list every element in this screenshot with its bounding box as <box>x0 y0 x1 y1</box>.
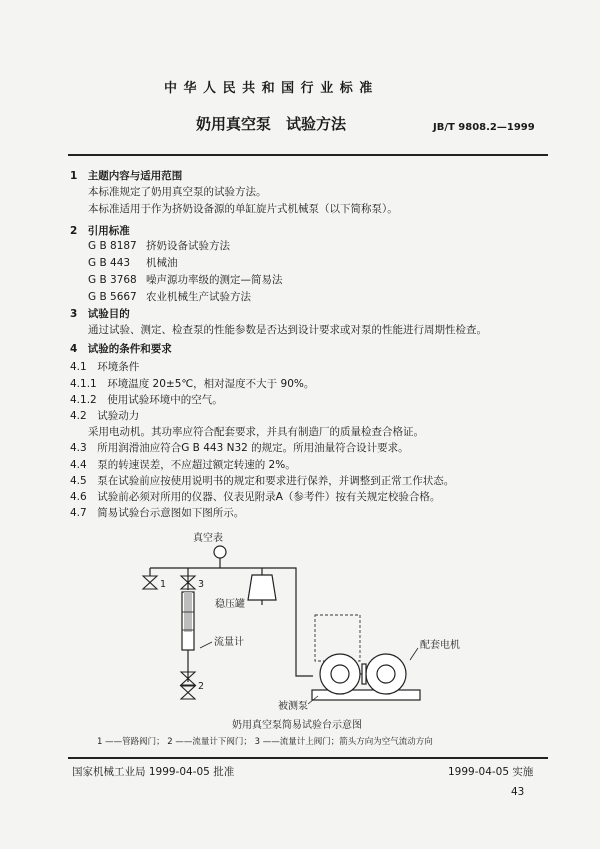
reference-code: G B 443 <box>88 257 131 269</box>
reference-code: G B 8187 <box>88 240 137 252</box>
section-4-heading: 4 试验的条件和要求 <box>70 343 172 355</box>
item-4-6: 4.6 试验前必须对所用的仪器、仪表见附录A（参考件）按有关规定校验合格。 <box>70 491 441 503</box>
section-1-paragraph-1: 本标准规定了奶用真空泵的试验方法。 <box>88 186 267 198</box>
valve-3-number: 3 <box>198 579 205 590</box>
base-plate <box>312 690 420 700</box>
motor-rotor <box>377 665 395 683</box>
document-title: 奶用真空泵 试验方法 <box>196 115 347 133</box>
section-3-paragraph: 通过试验、测定、检查泵的性能参数是否达到设计要求或对泵的性能进行周期性检查。 <box>88 324 487 336</box>
item-4-2: 4.2 试验动力 <box>70 410 140 422</box>
reference-title: 农业机械生产试验方法 <box>146 291 251 303</box>
label-vacuum-gauge: 真空表 <box>193 533 223 544</box>
reference-item <box>88 240 283 257</box>
item-4-2-body: 采用电动机。其功率应符合配套要求，并具有制造厂的质量检查合格证。 <box>88 426 424 438</box>
diagram-legend: 1 ——管路阀门； 2 ——流量计下阀门； 3 ——流量计上阀门；箭头方向为空气流动方向 <box>97 737 433 747</box>
implementation-date: 1999-04-05 实施 <box>448 766 534 778</box>
vacuum-gauge-icon <box>214 546 226 558</box>
label-motor: 配套电机 <box>420 640 460 651</box>
page-number: 43 <box>511 786 525 798</box>
section-1-heading: 1 主题内容与适用范围 <box>70 170 183 182</box>
item-4-1: 4.1 环境条件 <box>70 361 140 373</box>
main-pipe <box>150 568 313 676</box>
stabilizer-tank-icon <box>248 575 276 605</box>
reference-title: 机械油 <box>146 257 178 269</box>
label-tested-pump: 被测泵 <box>278 701 308 712</box>
reference-list <box>88 240 283 308</box>
reference-code: G B 3768 <box>88 274 137 286</box>
standard-number: JB/T 9808.2—1999 <box>433 122 535 133</box>
reference-item <box>88 274 283 291</box>
national-standard-heading: 中 华 人 民 共 和 国 行 业 标 准 <box>164 81 374 96</box>
label-stabilizer-tank: 稳压罐 <box>215 599 245 610</box>
pump-rotor <box>331 665 349 683</box>
reference-item <box>88 257 283 274</box>
reference-item <box>88 291 283 308</box>
valve-1-icon <box>143 576 157 589</box>
item-4-1-2: 4.1.2 使用试验环境中的空气。 <box>70 394 223 406</box>
valve-1-number: 1 <box>160 579 167 590</box>
item-4-4: 4.4 泵的转速误差，不应超过额定转速的 2%。 <box>70 459 296 471</box>
section-2-heading: 2 引用标准 <box>70 225 130 237</box>
item-4-7: 4.7 简易试验台示意图如下图所示。 <box>70 507 245 519</box>
item-4-3: 4.3 所用润滑油应符合G B 443 N32 的规定。所用油量符合设计要求。 <box>70 442 409 454</box>
reference-title: 挤奶设备试验方法 <box>146 240 230 252</box>
valve-2-number: 2 <box>198 681 205 692</box>
diagram-caption: 奶用真空泵简易试验台示意图 <box>232 720 362 731</box>
flowmeter-icon <box>182 592 194 650</box>
reference-title: 噪声源功率级的测定—简易法 <box>146 274 283 286</box>
reference-code: G B 5667 <box>88 291 137 303</box>
footer-rule <box>68 757 548 759</box>
section-1-paragraph-2: 本标准适用于作为挤奶设备源的单缸旋片式机械泵（以下简称泵）。 <box>88 203 398 215</box>
test-bench-diagram <box>0 520 600 750</box>
pump-motor-assembly <box>312 654 420 700</box>
section-3-heading: 3 试验目的 <box>70 308 130 320</box>
label-flowmeter: 流量计 <box>214 637 244 648</box>
item-4-5: 4.5 泵在试验前应按使用说明书的规定和要求进行保养，并调整到正常工作状态。 <box>70 475 455 487</box>
header-rule <box>68 154 548 156</box>
item-4-1-1: 4.1.1 环境温度 20±5℃，相对湿度不大于 90%。 <box>70 378 315 390</box>
approval-line: 国家机械工业局 1999-04-05 批准 <box>72 766 235 778</box>
